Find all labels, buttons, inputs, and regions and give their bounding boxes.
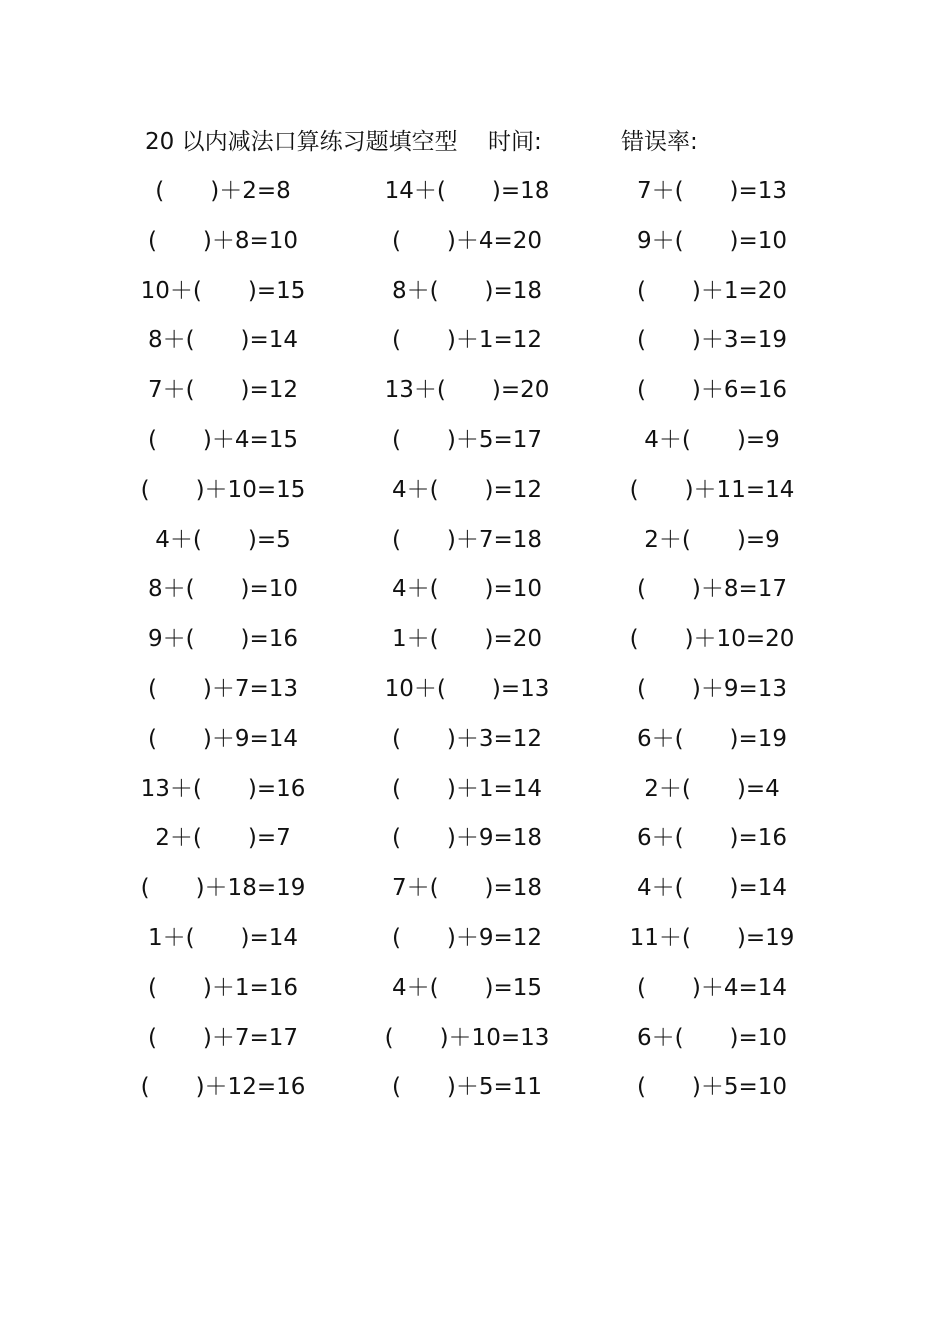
- problem-row: [0, 272, 950, 322]
- problem-equation: 8＋( )=14: [147, 327, 299, 354]
- problem-row: [0, 819, 950, 869]
- problem-row: [0, 570, 950, 620]
- problem-equation: ( )＋4=20: [391, 227, 543, 254]
- problem-equation: 8＋( )=10: [147, 576, 299, 603]
- problem-equation: 6＋( )=19: [636, 725, 788, 752]
- problem-equation: ( )＋7=13: [147, 675, 299, 702]
- problem-equation: 13＋( )=20: [384, 377, 550, 404]
- problem-equation: 4＋( )=10: [391, 576, 543, 603]
- problem-row: [0, 321, 950, 371]
- problem-equation: ( )＋10=20: [629, 626, 795, 653]
- problem-equation: ( )＋10=15: [140, 476, 306, 503]
- problem-equation: ( )＋11=14: [629, 476, 795, 503]
- problem-equation: ( )＋7=17: [147, 1024, 299, 1051]
- problem-equation: ( )＋5=10: [636, 1074, 788, 1101]
- problem-equation: 7＋( )=13: [636, 178, 788, 204]
- problem-equation: ( )＋1=12: [391, 327, 543, 354]
- problem-row: [0, 620, 950, 670]
- problem-equation: ( )＋5=11: [391, 1074, 543, 1101]
- problem-equation: 1＋( )=20: [391, 626, 543, 653]
- problem-equation: 7＋( )=12: [147, 377, 299, 404]
- problem-equation: 4＋( )=9: [644, 426, 780, 453]
- problem-equation: 2＋( )=4: [644, 775, 780, 802]
- problem-row: [0, 969, 950, 1019]
- problem-row: [0, 670, 950, 720]
- problem-row: [0, 869, 950, 919]
- problem-equation: 9＋( )=16: [147, 626, 299, 653]
- problem-equation: ( )＋9=12: [391, 924, 543, 951]
- problem-equation: 7＋( )=18: [391, 875, 543, 902]
- problem-row: [0, 222, 950, 272]
- problem-equation: 11＋( )=19: [629, 924, 795, 951]
- problem-equation: ( )＋18=19: [140, 875, 306, 902]
- problem-equation: ( )＋9=13: [636, 675, 788, 702]
- problem-row: [0, 172, 950, 222]
- problem-equation: 4＋( )=15: [391, 974, 543, 1001]
- problem-equation: ( )＋3=12: [391, 725, 543, 752]
- problem-equation: 13＋( )=16: [140, 775, 306, 802]
- problem-equation: ( )＋10=13: [384, 1024, 550, 1051]
- problem-equation: 10＋( )=13: [384, 675, 550, 702]
- problem-equation: ( )＋9=18: [391, 825, 543, 852]
- problem-equation: ( )＋1=20: [636, 277, 788, 304]
- problem-row: [0, 371, 950, 421]
- time-label: 时间:: [488, 129, 542, 155]
- problem-equation: ( )＋8=10: [147, 227, 299, 254]
- worksheet-header: [0, 124, 950, 160]
- problem-equation: ( )＋7=18: [391, 526, 543, 553]
- problem-row: [0, 421, 950, 471]
- problem-equation: 1＋( )=14: [147, 924, 299, 951]
- problem-equation: 9＋( )=10: [636, 227, 788, 254]
- problem-row: [0, 720, 950, 770]
- problem-equation: 6＋( )=10: [636, 1024, 788, 1051]
- worksheet-title: 20 以内减法口算练习题填空型: [145, 129, 458, 155]
- problem-row: [0, 471, 950, 521]
- problem-equation: ( )＋12=16: [140, 1074, 306, 1101]
- problem-equation: 14＋( )=18: [384, 178, 550, 204]
- problem-row: [0, 919, 950, 969]
- problem-equation: 10＋( )=15: [140, 277, 306, 304]
- problem-equation: ( )＋4=14: [636, 974, 788, 1001]
- problem-grid: [0, 172, 950, 1118]
- problem-equation: 8＋( )=18: [391, 277, 543, 304]
- problem-equation: ( )＋2=8: [155, 178, 291, 204]
- problem-equation: ( )＋3=19: [636, 327, 788, 354]
- problem-equation: 2＋( )=7: [155, 825, 291, 852]
- problem-row: [0, 1068, 950, 1118]
- problem-equation: ( )＋6=16: [636, 377, 788, 404]
- problem-equation: 2＋( )=9: [644, 526, 780, 553]
- problem-row: [0, 521, 950, 571]
- problem-equation: 4＋( )=5: [155, 526, 291, 553]
- error-rate-label: 错误率:: [621, 129, 698, 155]
- problem-equation: 6＋( )=16: [636, 825, 788, 852]
- problem-row: [0, 770, 950, 820]
- problem-row: [0, 1019, 950, 1069]
- problem-equation: 4＋( )=12: [391, 476, 543, 503]
- problem-equation: 4＋( )=14: [636, 875, 788, 902]
- problem-equation: ( )＋9=14: [147, 725, 299, 752]
- problem-equation: ( )＋1=16: [147, 974, 299, 1001]
- problem-equation: ( )＋1=14: [391, 775, 543, 802]
- problem-equation: ( )＋5=17: [391, 426, 543, 453]
- problem-equation: ( )＋8=17: [636, 576, 788, 603]
- problem-equation: ( )＋4=15: [147, 426, 299, 453]
